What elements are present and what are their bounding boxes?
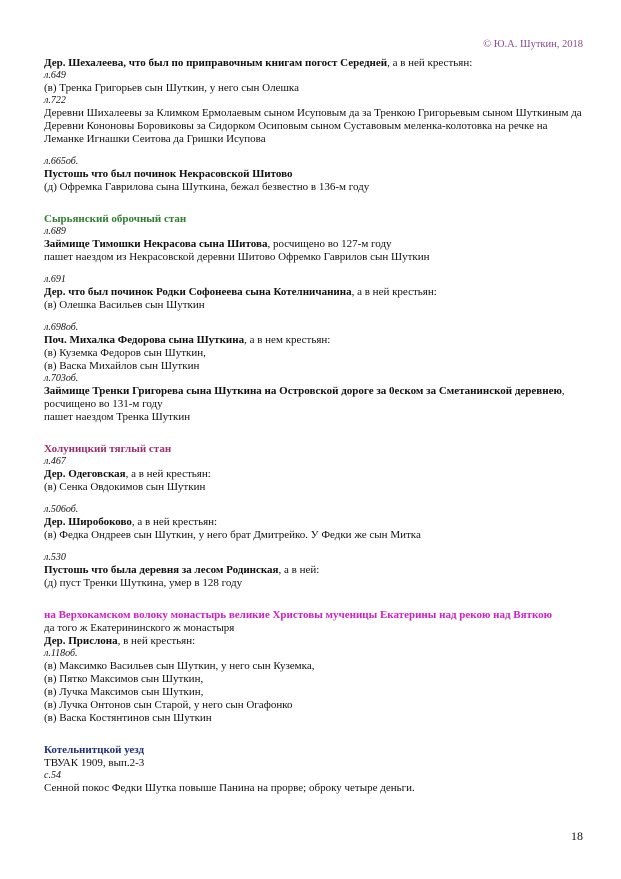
list-item: (в) Лучка Максимов сын Шуткин, <box>44 686 204 698</box>
entry-line: (в) Олешка Васильев сын Шуткин <box>44 299 205 311</box>
entry-line: Сенной покос Федки Шутка повыше Панина на прорве; оброку четыре деньги. <box>44 782 415 794</box>
sec1-title-bold: Дер. Шехалеева, что был по приправочным книгам погост Середней <box>44 57 388 69</box>
entry-title <box>44 564 589 577</box>
entry-title-bold: Дер. что был починок Родки Софонеева сына Котелничанина <box>44 286 352 298</box>
source-citation: ТВУАК 1909, вып.2-3 <box>44 757 145 769</box>
entry-title <box>44 516 589 529</box>
list-item: (в) Максимко Васильев сын Шуткин, у него сын Куземка, <box>44 660 315 672</box>
section-heading-monastery: на Верхокамском волоку монастырь великие Христовы мученицы Екатерины над рекою над Вяткою <box>44 609 553 621</box>
entry-title-rest: , росчищено во 127-м году <box>267 238 392 250</box>
entry-title <box>44 238 589 251</box>
entry-title-rest: , в ней крестьян: <box>117 635 196 647</box>
entry-line: (в) Федка Ондреев сын Шуткин, у него брат Дмитрейко. У Федки же сын Митка <box>44 529 421 541</box>
entry-line: пашет наездом Тренка Шуткин <box>44 411 191 423</box>
folio-ref: л.691 <box>44 274 66 285</box>
entry-line: (в) Тренка Григорьев сын Шуткин, у него сын Олешка <box>44 82 299 94</box>
folio-ref: л.506об. <box>44 504 79 515</box>
entry-title-rest: , а в ней крестьян: <box>351 286 437 298</box>
entry-title-bold: Поч. Михалка Федорова сына Шуткина <box>44 334 245 346</box>
section-heading-holunitsky: Холуницкий тяглый стан <box>44 443 172 455</box>
entry-title-rest: , а в ней крестьян: <box>131 516 218 528</box>
document-body <box>44 57 589 795</box>
page-number: 18 <box>571 829 583 843</box>
entry-line: (в) Васка Михайлов сын Шуткин <box>44 360 200 372</box>
entry-title-rest: , а в ней: <box>278 564 320 576</box>
entry-title-rest: , росчищено во 131-м году <box>44 385 565 410</box>
entry-line: пашет наездом из Некрасовской деревни Шитово Офремко Гаврилов сын Шуткин <box>44 251 430 263</box>
entry-title-bold: Дер. Прислона <box>44 635 118 647</box>
folio-ref: л.467 <box>44 456 66 467</box>
folio-ref: л.118об. <box>44 648 78 659</box>
entry-title-rest: , а в нем крестьян: <box>244 334 331 346</box>
folio-ref: л.698об. <box>44 322 79 333</box>
folio-ref: л.649 <box>44 70 66 81</box>
entry-title <box>44 286 589 299</box>
entry-title <box>44 468 589 481</box>
entry-line: (д) Офремка Гаврилова сына Шуткина, бежал безвестно в 136-м году <box>44 181 370 193</box>
folio-ref: с.54 <box>44 770 61 781</box>
list-item: (в) Лучка Онтонов сын Старой, у него сын Огафонко <box>44 699 293 711</box>
section-heading-kotelnich: Котельнитцкой уезд <box>44 744 145 756</box>
entry-line: (д) пуст Тренки Шуткина, умер в 128 году <box>44 577 243 589</box>
folio-ref: л.703об. <box>44 373 79 384</box>
entry-title <box>44 334 589 347</box>
entry-line: да того ж Екатерининского ж монастыря <box>44 622 235 634</box>
section-heading-syryan: Сырьянский оброчный стан <box>44 213 187 225</box>
entry-title-bold: Дер. Одеговская <box>44 468 126 480</box>
entry-line: (в) Сенка Овдокимов сын Шуткин <box>44 481 206 493</box>
sec1-title-rest: , а в ней крестьян: <box>387 57 473 69</box>
sec1-title <box>44 57 589 70</box>
entry-title-bold: Займище Тимошки Некрасова сына Шитова <box>44 238 268 250</box>
entry-title-rest: , а в ней крестьян: <box>125 468 211 480</box>
entry-line: (в) Куземка Федоров сын Шуткин, <box>44 347 206 359</box>
entry-title-bold: Дер. Широбоково <box>44 516 132 528</box>
list-item: (в) Васка Костянтинов сын Шуткин <box>44 712 212 724</box>
entry-title <box>44 385 589 411</box>
folio-ref: л.665об. <box>44 156 79 167</box>
folio-ref: л.530 <box>44 552 66 563</box>
copyright-notice: © Ю.А. Шуткин, 2018 <box>483 39 583 50</box>
list-item: (в) Пятко Максимов сын Шуткин, <box>44 673 204 685</box>
entry-title: Пустошь что был починок Некрасовской Шитово <box>44 168 293 180</box>
folio-ref: л.722 <box>44 95 66 106</box>
entry-paragraph: Деревни Шихалеевы за Климком Ермолаевым сыном Исуповым да за Тренкою Григорьевым сыном Шуткиным да Деревни Кононовы Боровиковы за Сидорком Осиповым сыном Суставовым меленка-колотовка на речке на Леманке Игнашки Сеитова да Гришки Исупова <box>44 107 582 145</box>
entry-title-bold: Пустошь что была деревня за лесом Родинская <box>44 564 279 576</box>
folio-ref: л.689 <box>44 226 66 237</box>
entry-title <box>44 635 589 648</box>
entry-title-bold: Займище Тренки Григорева сына Шуткина на Островской дороге за 0еском за Сметанинской деревнею <box>44 385 562 397</box>
